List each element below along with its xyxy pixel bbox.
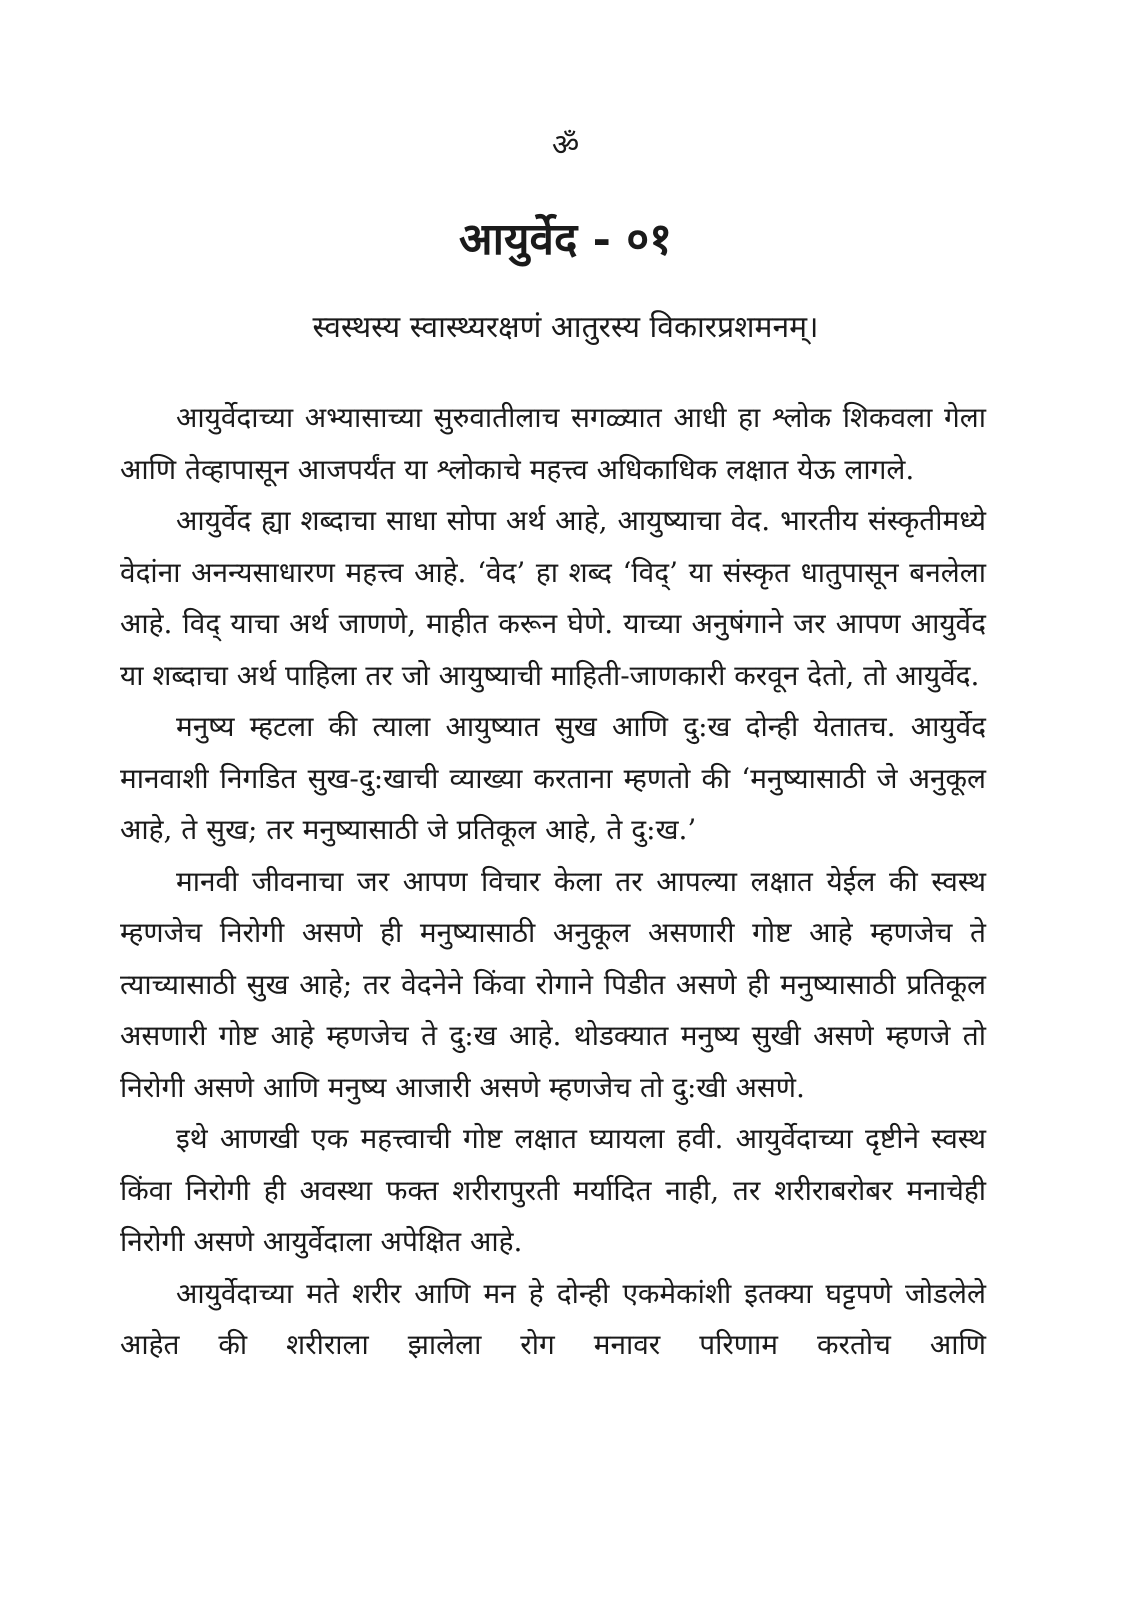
paragraph-1: आयुर्वेदाच्या अभ्यासाच्या सुरुवातीलाच सगळ्यात आधी हा श्लोक शिकवला गेला आणि तेव्हापासून आजपर्यंत या श्लोकाचे महत्त्व अधिकाधिक लक्षात येऊ लागले. <box>120 401 986 486</box>
paragraph-3: मनुष्य म्हटला की त्याला आयुष्यात सुख आणि दु:ख दोन्ही येतातच. आयुर्वेद मानवाशी निगडित सुख-दु:खाची व्याख्या करताना म्हणतो की ‘मनुष्यासाठी जे अनुकूल आहे, ते सुख; तर मनुष्यासाठी जे प्रतिकूल आहे, ते दु:ख.’ <box>120 710 987 846</box>
body-text <box>120 392 986 1371</box>
paragraph-5: इथे आणखी एक महत्त्वाची गोष्ट लक्षात घ्यायला हवी. आयुर्वेदाच्या दृष्टीने स्वस्थ किंवा निरोगी ही अवस्था फक्त शरीरापुरती मर्यादित नाही, तर शरीराबरोबर मनाचेही निरोगी असणे आयुर्वेदाला अपेक्षित आहे. <box>120 1122 986 1258</box>
shloka-line: स्वस्थस्य स्वास्थ्यरक्षणं आतुरस्य विकारप्रशमनम्। <box>312 310 819 345</box>
om-symbol: ॐ <box>551 128 580 163</box>
chapter-title: आयुर्वेद - ०१ <box>459 214 672 265</box>
paragraph-2: आयुर्वेद ह्या शब्दाचा साधा सोपा अर्थ आहे, आयुष्याचा वेद. भारतीय संस्कृतीमध्ये वेदांना अनन्यसाधारण महत्त्व आहे. ‘वेद’ हा शब्द ‘विद्’ या संस्कृत धातुपासून बनलेला आहे. विद् याचा अर्थ जाणणे, माहीत करून घेणे. याच्या अनुषंगाने जर आपण आयुर्वेद या शब्दाचा अर्थ पाहिला तर जो आयुष्याची माहिती-जाणकारी करवून देतो, तो आयुर्वेद. <box>120 504 986 692</box>
paragraph-6: आयुर्वेदाच्या मते शरीर आणि मन हे दोन्ही एकमेकांशी इतक्या घट्टपणे जोडलेले आहेत की शरीराला झालेला रोग मनावर परिणाम करतोच आणि <box>120 1276 986 1361</box>
paragraph-4: मानवी जीवनाचा जर आपण विचार केला तर आपल्या लक्षात येईल की स्वस्थ म्हणजेच निरोगी असणे ही मनुष्यासाठी अनुकूल असणारी गोष्ट आहे म्हणजेच ते त्याच्यासाठी सुख आहे; तर वेदनेने किंवा रोगाने पिडीत असणे ही मनुष्यासाठी प्रतिकूल असणारी गोष्ट आहे म्हणजेच ते दु:ख आहे. थोडक्यात मनुष्य सुखी असणे म्हणजे तो निरोगी असणे आणि मनुष्य आजारी असणे म्हणजेच तो दु:खी असणे. <box>120 864 986 1104</box>
